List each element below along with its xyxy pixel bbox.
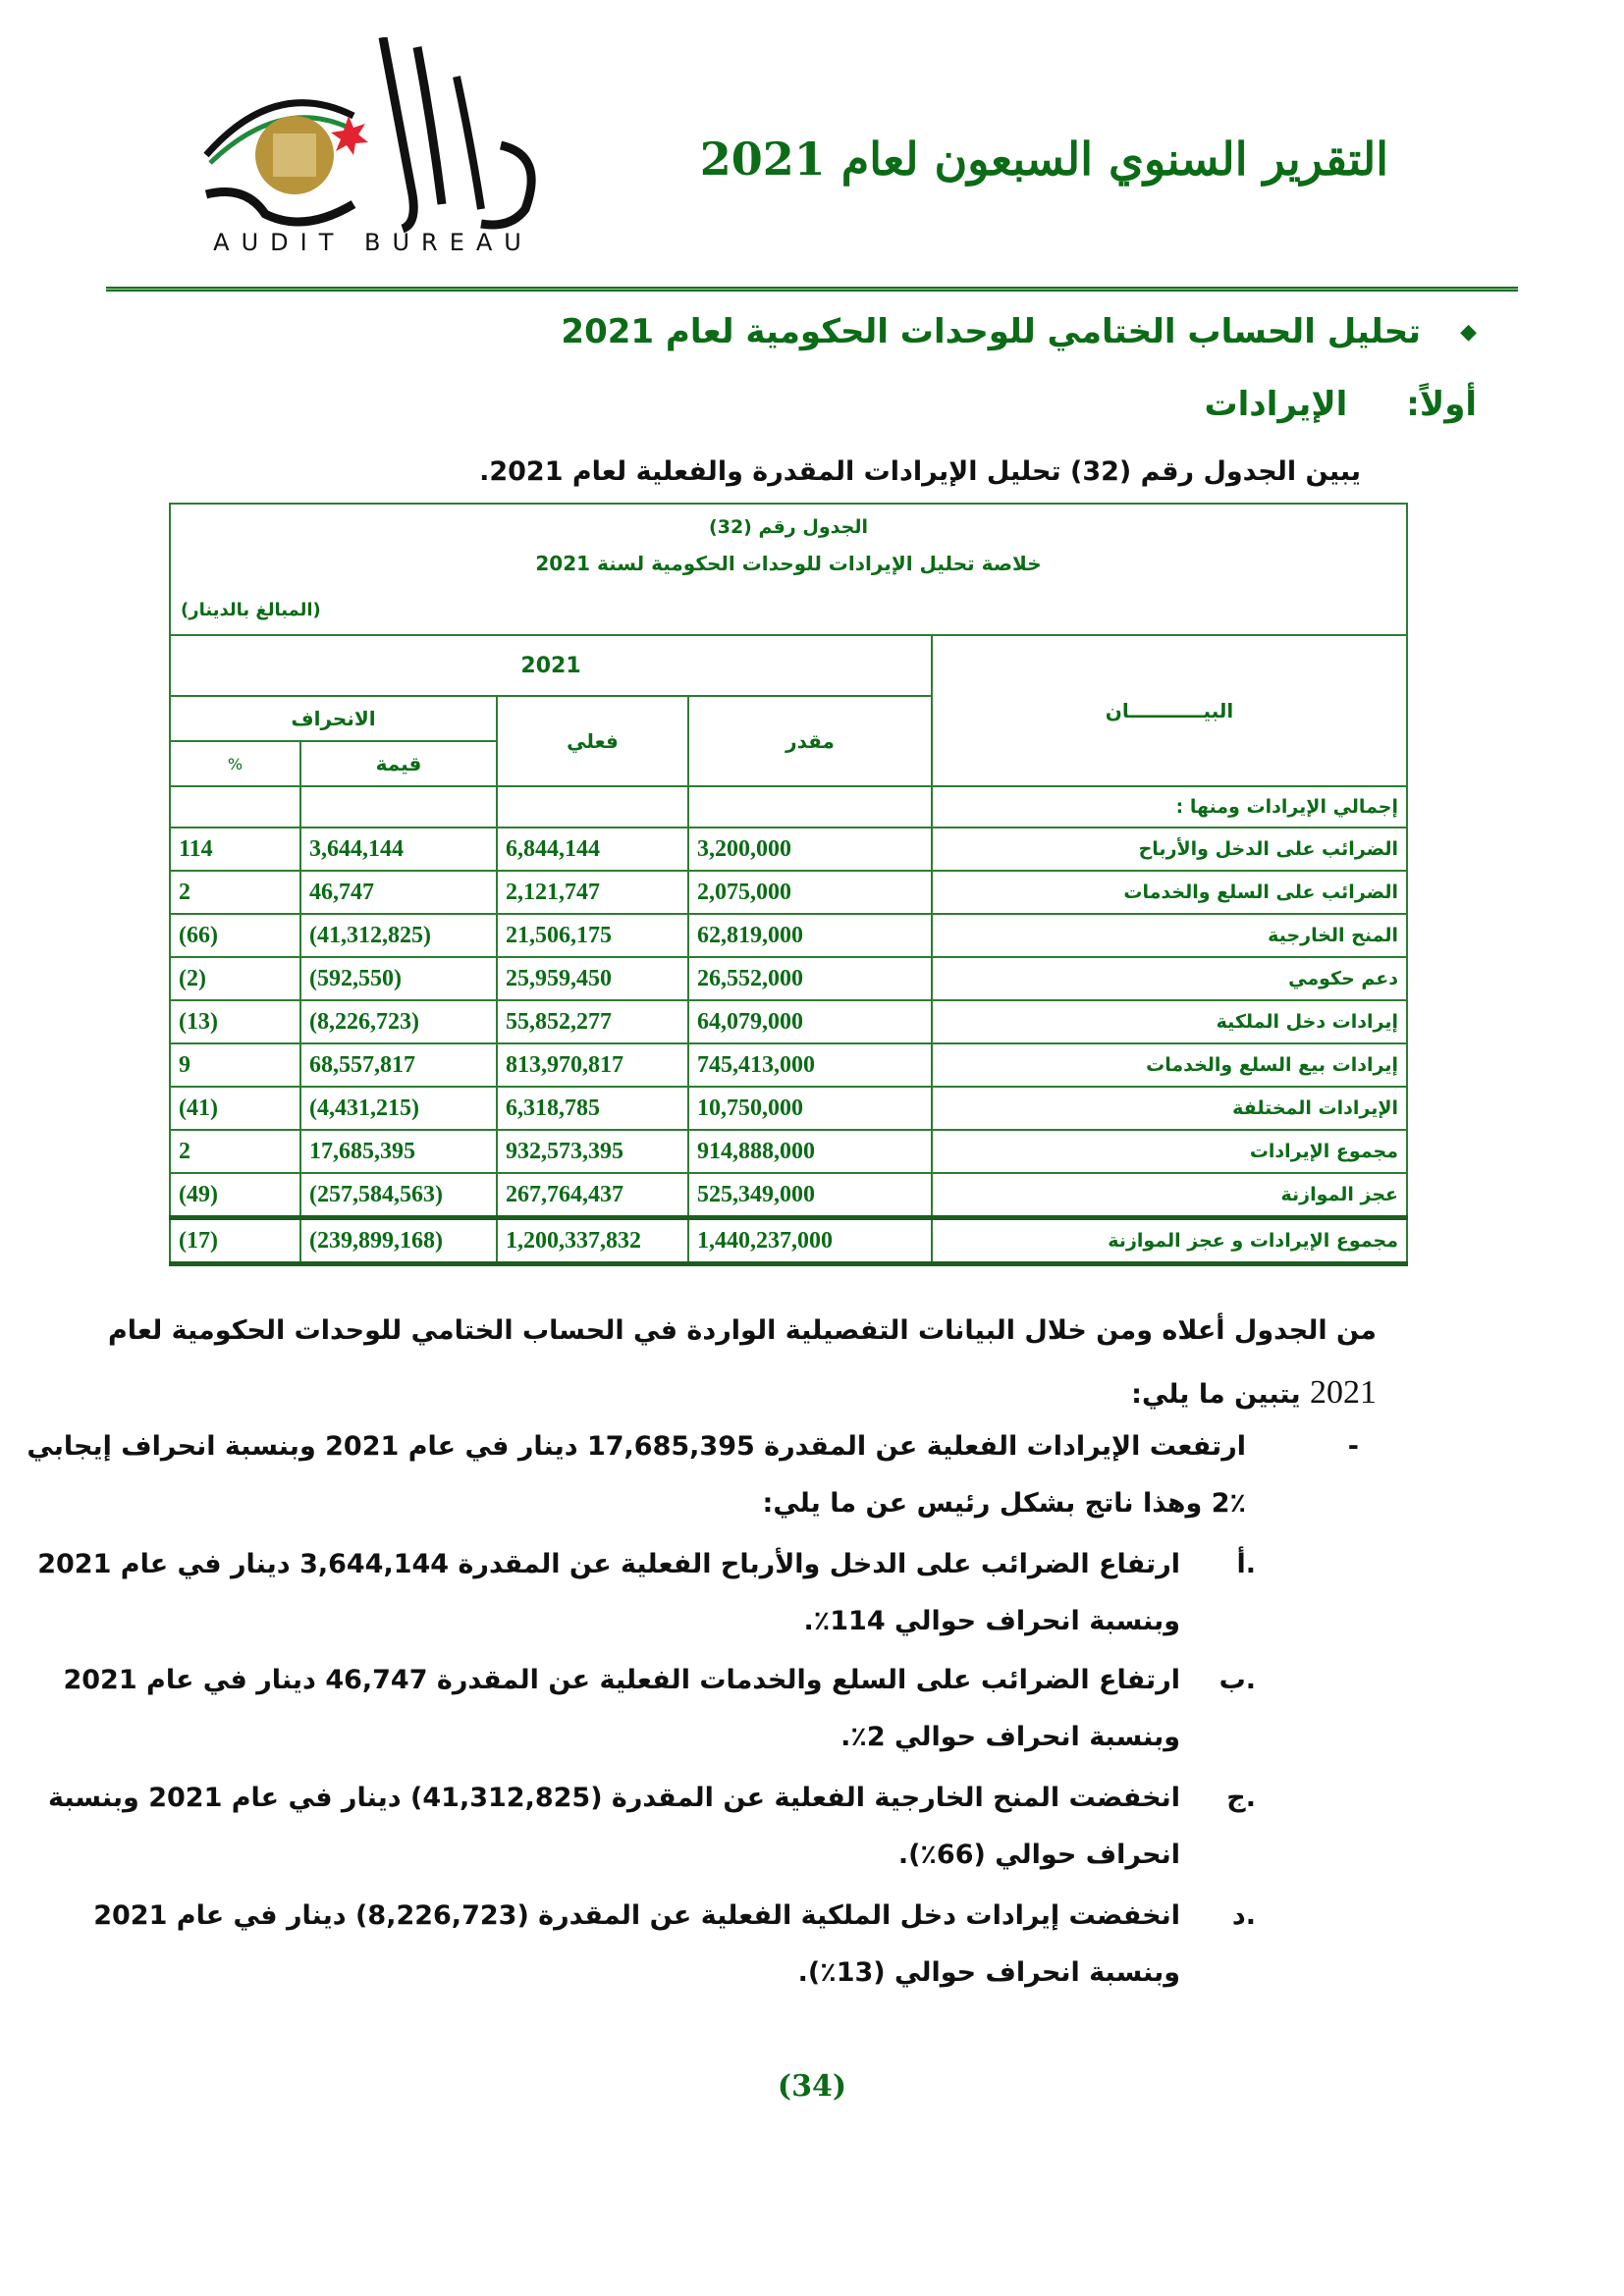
analysis-paragraph-line1: من الجدول أعلاه ومن خلال البيانات التفصيلية الواردة في الحساب الختامي للوحدات الحكومية لعام [107, 1315, 1377, 1346]
cell-estimated: 914,888,000 [688, 1130, 932, 1173]
cell-estimated: 62,819,000 [688, 914, 932, 957]
table-number: الجدول رقم (32) [709, 516, 868, 538]
row-label: إيرادات دخل الملكية [932, 1000, 1407, 1043]
cell-actual: 813,970,817 [497, 1043, 688, 1087]
cell-actual: 21,506,175 [497, 914, 688, 957]
table-title: خلاصة تحليل الإيرادات للوحدات الحكومية لسنة 2021 [535, 552, 1042, 575]
column-header-estimated: مقدر [688, 696, 932, 786]
list-marker-b: ب. [1218, 1665, 1256, 1695]
cell-deviation-pct: 114 [170, 828, 300, 871]
cell-estimated: 1,440,237,000 [688, 1218, 932, 1264]
table-row [170, 914, 1407, 957]
row-label: الإيرادات المختلفة [932, 1087, 1407, 1130]
table-row-grand-total [170, 1218, 1407, 1264]
cell-estimated: 64,079,000 [688, 1000, 932, 1043]
year-value: 2021 [1310, 1374, 1377, 1411]
cell-actual: 25,959,450 [497, 957, 688, 1000]
cell-deviation-value: 3,644,144 [300, 828, 497, 871]
cell-deviation-pct: (49) [170, 1173, 300, 1218]
dash-item-line1: ارتفعت الإيرادات الفعلية عن المقدرة 17,685,395 دينار في عام 2021 وبنسبة انحراف إيجابي [27, 1431, 1246, 1462]
page-number: (34) [777, 2069, 847, 2104]
column-header-deviation: الانحراف [170, 696, 497, 741]
row-label: عجز الموازنة [932, 1173, 1407, 1218]
list-item-b-line1: ارتفاع الضرائب على السلع والخدمات الفعلية عن المقدرة 46,747 دينار في عام 2021 [63, 1665, 1180, 1695]
cell-deviation-value: (41,312,825) [300, 914, 497, 957]
cell-deviation-value: (257,584,563) [300, 1173, 497, 1218]
cell-estimated: 10,750,000 [688, 1087, 932, 1130]
cell-estimated: 26,552,000 [688, 957, 932, 1000]
table-row [170, 1087, 1407, 1130]
cell-estimated: 3,200,000 [688, 828, 932, 871]
cell-deviation-value: (4,431,215) [300, 1087, 497, 1130]
cell-deviation-pct: (2) [170, 957, 300, 1000]
dash-marker: - [1347, 1431, 1359, 1462]
cell-deviation-value: (592,550) [300, 957, 497, 1000]
table-row [170, 1000, 1407, 1043]
list-item-c-line1: انخفضت المنح الخارجية الفعلية عن المقدرة (41,312,825) دينار في عام 2021 وبنسبة [47, 1783, 1180, 1813]
cell-deviation-value: 68,557,817 [300, 1043, 497, 1087]
list-item-d-line1: انخفضت إيرادات دخل الملكية الفعلية عن المقدرة (8,226,723) دينار في عام 2021 [93, 1900, 1180, 1931]
column-header-deviation-pct: % [170, 741, 300, 786]
cell-deviation-value: (239,899,168) [300, 1218, 497, 1264]
intro-sentence: يبين الجدول رقم (32) تحليل الإيرادات المقدرة والفعلية لعام 2021. [479, 456, 1361, 487]
header-divider [106, 287, 1518, 292]
list-item-a-line1: ارتفاع الضرائب على الدخل والأرباح الفعلية عن المقدرة 3,644,144 دينار في عام 2021 [37, 1549, 1180, 1579]
logo-english-text: AUDIT BUREAU [213, 229, 533, 256]
table-row [170, 1043, 1407, 1087]
cell-deviation-value: 46,747 [300, 871, 497, 914]
dash-item-line2: 2٪ وهذا ناتج بشكل رئيس عن ما يلي: [762, 1488, 1246, 1519]
report-title: التقرير السنوي السبعون لعام 2021 [699, 133, 1388, 186]
row-label: الضرائب على السلع والخدمات [932, 871, 1407, 914]
cell-estimated: 2,075,000 [688, 871, 932, 914]
table-caption [170, 504, 1407, 635]
diamond-bullet-icon: ◆ [1460, 319, 1477, 345]
cell-estimated: 525,349,000 [688, 1173, 932, 1218]
paragraph-text: يتبين ما يلي: [1131, 1379, 1301, 1410]
list-item-b-line2: وبنسبة انحراف حوالي 2٪. [840, 1722, 1180, 1752]
list-item-a-line2: وبنسبة انحراف حوالي 114٪. [803, 1606, 1180, 1636]
revenue-analysis-table [169, 503, 1406, 1266]
subsection-title: الإيرادات [1204, 385, 1348, 424]
column-header-item: البيـــــــــــان [932, 635, 1407, 786]
cell-actual: 1,200,337,832 [497, 1218, 688, 1264]
cell-actual: 932,573,395 [497, 1130, 688, 1173]
cell-deviation-value: 17,685,395 [300, 1130, 497, 1173]
list-item-c-line2: انحراف حوالي (66٪). [897, 1840, 1180, 1870]
row-label: مجموع الإيرادات [932, 1130, 1407, 1173]
table-row [170, 786, 1407, 828]
table-row [170, 957, 1407, 1000]
cell-actual: 267,764,437 [497, 1173, 688, 1218]
table-row [170, 871, 1407, 914]
table-row [170, 828, 1407, 871]
cell-deviation-pct: 2 [170, 1130, 300, 1173]
row-label: دعم حكومي [932, 957, 1407, 1000]
cell-deviation-pct: (13) [170, 1000, 300, 1043]
cell-actual: 6,844,144 [497, 828, 688, 871]
table-row-total-revenue [170, 1130, 1407, 1173]
cell-actual: 6,318,785 [497, 1087, 688, 1130]
unit-note: (المبالغ بالدينار) [181, 600, 321, 620]
column-header-deviation-value: قيمة [300, 741, 497, 786]
cell-deviation-pct: 9 [170, 1043, 300, 1087]
row-label: إجمالي الإيرادات ومنها : [932, 786, 1407, 828]
subsection-label: أولاً: [1406, 385, 1477, 424]
column-header-year: 2021 [170, 635, 932, 696]
analysis-paragraph-line2 [1131, 1374, 1377, 1412]
cell-deviation-pct: (66) [170, 914, 300, 957]
cell-estimated: 745,413,000 [688, 1043, 932, 1087]
cell-deviation-value: (8,226,723) [300, 1000, 497, 1043]
logo-calligraphy-icon [187, 37, 560, 258]
list-marker-c: ج. [1226, 1783, 1256, 1813]
row-label: مجموع الإيرادات و عجز الموازنة [932, 1218, 1407, 1264]
cell-deviation-pct: (41) [170, 1087, 300, 1130]
row-label: المنح الخارجية [932, 914, 1407, 957]
row-label: الضرائب على الدخل والأرباح [932, 828, 1407, 871]
table-row-budget-deficit [170, 1173, 1407, 1218]
column-header-actual: فعلي [497, 696, 688, 786]
subsection-heading [1204, 385, 1477, 424]
list-marker-d: د. [1231, 1900, 1256, 1931]
cell-actual: 55,852,277 [497, 1000, 688, 1043]
section-heading [561, 312, 1477, 351]
section-title-text: تحليل الحساب الختامي للوحدات الحكومية لعام 2021 [561, 312, 1422, 351]
cell-deviation-pct: 2 [170, 871, 300, 914]
audit-bureau-logo [187, 37, 560, 258]
list-marker-a: أ. [1236, 1549, 1256, 1579]
cell-actual: 2,121,747 [497, 871, 688, 914]
row-label: إيرادات بيع السلع والخدمات [932, 1043, 1407, 1087]
cell-deviation-pct: (17) [170, 1218, 300, 1264]
list-item-d-line2: وبنسبة انحراف حوالي (13٪). [797, 1957, 1180, 1988]
